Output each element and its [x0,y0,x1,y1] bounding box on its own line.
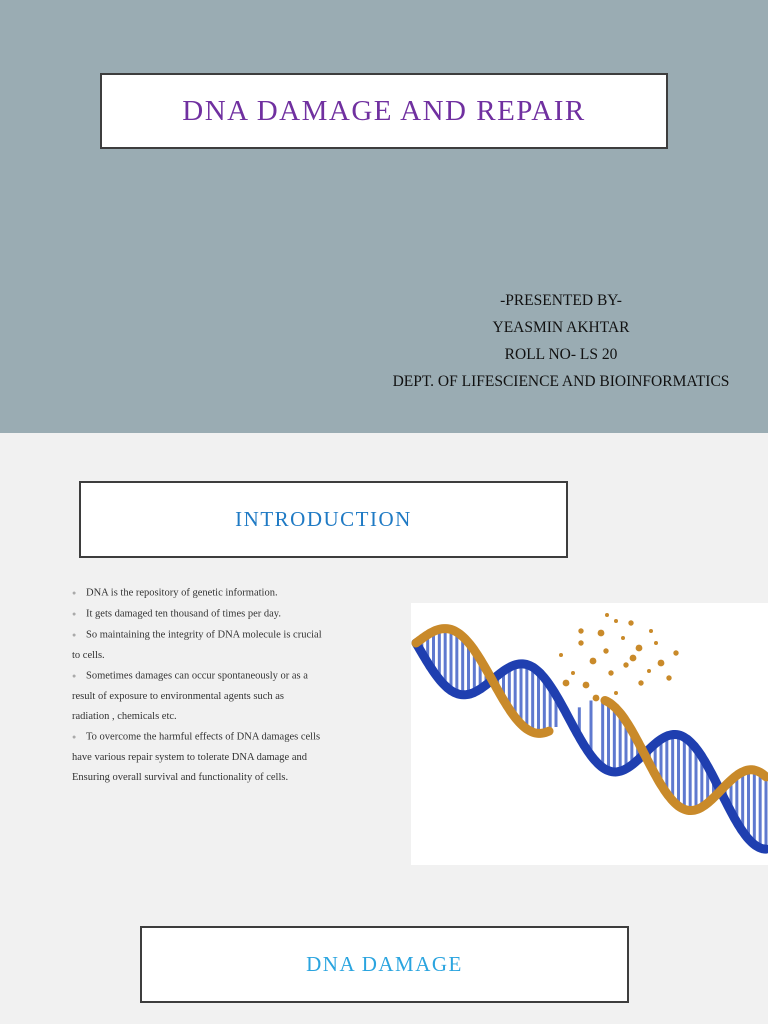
bullet-icon: ● [72,609,77,618]
presented-by-label: -PRESENTED BY- [500,292,622,309]
bullet-item: ● So maintaining the integrity of DNA molecule is crucial [72,625,352,646]
bullet-icon: ● [72,733,77,742]
roll-number: ROLL NO- LS 20 [504,346,618,363]
slide-title: DNA DAMAGE AND REPAIR [182,94,586,127]
presenter-info [380,287,742,395]
introduction-heading-box [79,481,568,558]
bullet-icon: ● [72,589,77,597]
bullet-item: ● DNA is the repository of genetic information. [72,583,352,604]
dna-damage-heading: DNA DAMAGE [306,952,463,976]
bullet-item: ● To overcome the harmful effects of DNA damages cells [72,727,352,748]
dna-helix-image [411,603,768,865]
introduction-heading: INTRODUCTION [235,507,412,531]
presenter-name: YEASMIN AKHTAR [492,319,630,336]
bullet-continuation: have various repair system to tolerate DNA damage and [72,752,308,764]
bullet-continuation: to cells. [72,649,105,661]
bullet-icon: ● [72,630,77,639]
title-slide [0,0,768,433]
bullet-icon: ● [72,671,77,680]
bullet-continuation: Ensuring overall survival and functionality of cells. [72,772,289,784]
introduction-slide [0,433,768,1024]
bullet-continuation: radiation , chemicals etc. [72,711,177,723]
title-box [100,73,668,149]
bullet-item: ● It gets damaged ten thousand of times per day. [72,604,352,625]
bullet-item: ● Sometimes damages can occur spontaneously or as a [72,666,352,687]
bullet-list [72,583,352,789]
department: DEPT. OF LIFESCIENCE AND BIOINFORMATICS [392,373,730,390]
bullet-continuation: result of exposure to environmental agents such as [72,690,284,702]
dna-damage-heading-box [140,926,629,1003]
